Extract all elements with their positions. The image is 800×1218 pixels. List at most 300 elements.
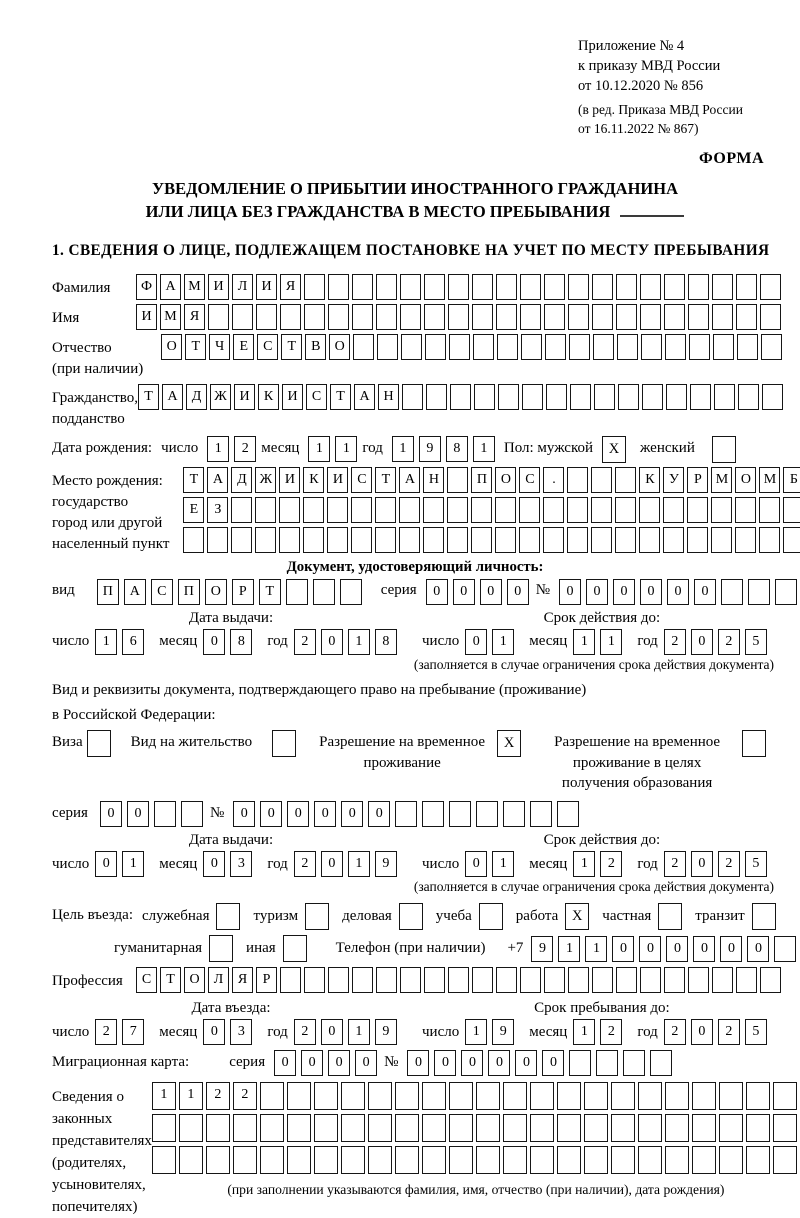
purpose-private-checkbox[interactable]: [658, 903, 682, 930]
char-cell[interactable]: 0: [666, 936, 688, 962]
char-cell[interactable]: [616, 274, 637, 300]
char-cell[interactable]: [152, 1114, 176, 1142]
char-cell[interactable]: Б: [783, 467, 800, 493]
char-cell[interactable]: [255, 497, 276, 523]
char-cell[interactable]: 0: [515, 1050, 537, 1076]
char-cell[interactable]: [313, 579, 335, 605]
char-cell[interactable]: [774, 936, 796, 962]
char-cell[interactable]: [663, 527, 684, 553]
sex-male-checkbox[interactable]: X: [602, 436, 626, 463]
char-cell[interactable]: [256, 304, 277, 330]
char-cell[interactable]: Т: [185, 334, 206, 360]
char-cell[interactable]: 0: [691, 629, 713, 655]
char-cell[interactable]: [735, 497, 756, 523]
char-cell[interactable]: [179, 1114, 203, 1142]
char-cell[interactable]: М: [184, 274, 205, 300]
char-cell[interactable]: [762, 384, 783, 410]
char-cell[interactable]: [476, 1114, 500, 1142]
char-cell[interactable]: 0: [691, 1019, 713, 1045]
char-cell[interactable]: [207, 527, 228, 553]
char-cell[interactable]: И: [136, 304, 157, 330]
char-cell[interactable]: А: [160, 274, 181, 300]
char-cell[interactable]: 9: [531, 936, 553, 962]
char-cell[interactable]: [303, 497, 324, 523]
char-cell[interactable]: У: [663, 467, 684, 493]
char-cell[interactable]: 1: [335, 436, 357, 462]
char-cell[interactable]: 8: [375, 629, 397, 655]
char-cell[interactable]: [616, 304, 637, 330]
char-cell[interactable]: Т: [330, 384, 351, 410]
char-cell[interactable]: [352, 274, 373, 300]
char-cell[interactable]: [503, 801, 525, 827]
char-cell[interactable]: [711, 497, 732, 523]
char-cell[interactable]: [688, 967, 709, 993]
char-cell[interactable]: 1: [152, 1082, 176, 1110]
char-cell[interactable]: А: [162, 384, 183, 410]
char-cell[interactable]: С: [519, 467, 540, 493]
purpose-official-checkbox[interactable]: [216, 903, 240, 930]
char-cell[interactable]: [569, 1050, 591, 1076]
char-cell[interactable]: [567, 467, 588, 493]
char-cell[interactable]: 5: [745, 851, 767, 877]
char-cell[interactable]: 0: [488, 1050, 510, 1076]
char-cell[interactable]: [426, 384, 447, 410]
char-cell[interactable]: [545, 334, 566, 360]
char-cell[interactable]: [449, 1114, 473, 1142]
char-cell[interactable]: [287, 1114, 311, 1142]
char-cell[interactable]: [664, 274, 685, 300]
char-cell[interactable]: [233, 1114, 257, 1142]
char-cell[interactable]: [352, 967, 373, 993]
char-cell[interactable]: Т: [138, 384, 159, 410]
char-cell[interactable]: [353, 334, 374, 360]
char-cell[interactable]: 1: [573, 629, 595, 655]
char-cell[interactable]: [712, 967, 733, 993]
char-cell[interactable]: 1: [348, 629, 370, 655]
char-cell[interactable]: 0: [321, 1019, 343, 1045]
char-cell[interactable]: 9: [419, 436, 441, 462]
char-cell[interactable]: Я: [280, 274, 301, 300]
char-cell[interactable]: [638, 1114, 662, 1142]
char-cell[interactable]: [314, 1146, 338, 1174]
char-cell[interactable]: Я: [184, 304, 205, 330]
char-cell[interactable]: 0: [640, 579, 662, 605]
char-cell[interactable]: 0: [747, 936, 769, 962]
char-cell[interactable]: Е: [233, 334, 254, 360]
purpose-transit-checkbox[interactable]: [752, 903, 776, 930]
char-cell[interactable]: 2: [718, 851, 740, 877]
char-cell[interactable]: [688, 274, 709, 300]
char-cell[interactable]: [543, 497, 564, 523]
char-cell[interactable]: [208, 304, 229, 330]
char-cell[interactable]: [519, 497, 540, 523]
char-cell[interactable]: С: [306, 384, 327, 410]
char-cell[interactable]: [474, 384, 495, 410]
char-cell[interactable]: [495, 527, 516, 553]
char-cell[interactable]: [448, 274, 469, 300]
char-cell[interactable]: [640, 304, 661, 330]
char-cell[interactable]: 6: [122, 629, 144, 655]
char-cell[interactable]: 0: [368, 801, 390, 827]
char-cell[interactable]: 0: [321, 851, 343, 877]
char-cell[interactable]: [593, 334, 614, 360]
char-cell[interactable]: [665, 1114, 689, 1142]
char-cell[interactable]: 0: [465, 629, 487, 655]
char-cell[interactable]: 1: [600, 629, 622, 655]
char-cell[interactable]: [423, 497, 444, 523]
char-cell[interactable]: 0: [321, 629, 343, 655]
char-cell[interactable]: [738, 384, 759, 410]
char-cell[interactable]: [286, 579, 308, 605]
temp-residence-checkbox[interactable]: X: [497, 730, 521, 757]
char-cell[interactable]: [496, 967, 517, 993]
char-cell[interactable]: 0: [613, 579, 635, 605]
char-cell[interactable]: 2: [600, 1019, 622, 1045]
char-cell[interactable]: [557, 1114, 581, 1142]
char-cell[interactable]: [687, 527, 708, 553]
char-cell[interactable]: [689, 334, 710, 360]
char-cell[interactable]: [546, 384, 567, 410]
char-cell[interactable]: [471, 497, 492, 523]
char-cell[interactable]: 2: [664, 629, 686, 655]
char-cell[interactable]: 0: [328, 1050, 350, 1076]
char-cell[interactable]: [615, 497, 636, 523]
char-cell[interactable]: [617, 334, 638, 360]
char-cell[interactable]: [623, 1050, 645, 1076]
char-cell[interactable]: [692, 1082, 716, 1110]
char-cell[interactable]: 2: [206, 1082, 230, 1110]
char-cell[interactable]: [773, 1082, 797, 1110]
char-cell[interactable]: [567, 527, 588, 553]
char-cell[interactable]: [447, 467, 468, 493]
char-cell[interactable]: [255, 527, 276, 553]
char-cell[interactable]: 2: [234, 436, 256, 462]
char-cell[interactable]: [368, 1146, 392, 1174]
char-cell[interactable]: [399, 497, 420, 523]
char-cell[interactable]: [759, 527, 780, 553]
char-cell[interactable]: 0: [314, 801, 336, 827]
char-cell[interactable]: [773, 1114, 797, 1142]
char-cell[interactable]: 0: [465, 851, 487, 877]
char-cell[interactable]: 0: [694, 579, 716, 605]
char-cell[interactable]: П: [97, 579, 119, 605]
char-cell[interactable]: 9: [375, 851, 397, 877]
char-cell[interactable]: [611, 1082, 635, 1110]
char-cell[interactable]: [395, 801, 417, 827]
char-cell[interactable]: С: [151, 579, 173, 605]
char-cell[interactable]: [712, 304, 733, 330]
char-cell[interactable]: [304, 274, 325, 300]
char-cell[interactable]: [368, 1114, 392, 1142]
char-cell[interactable]: [530, 1114, 554, 1142]
char-cell[interactable]: [692, 1114, 716, 1142]
char-cell[interactable]: [618, 384, 639, 410]
char-cell[interactable]: 0: [355, 1050, 377, 1076]
char-cell[interactable]: [402, 384, 423, 410]
char-cell[interactable]: 1: [122, 851, 144, 877]
char-cell[interactable]: 2: [664, 1019, 686, 1045]
char-cell[interactable]: [449, 1082, 473, 1110]
char-cell[interactable]: И: [208, 274, 229, 300]
char-cell[interactable]: Р: [232, 579, 254, 605]
char-cell[interactable]: [233, 1146, 257, 1174]
char-cell[interactable]: С: [136, 967, 157, 993]
char-cell[interactable]: [280, 304, 301, 330]
char-cell[interactable]: [520, 304, 541, 330]
char-cell[interactable]: [594, 384, 615, 410]
char-cell[interactable]: [328, 304, 349, 330]
char-cell[interactable]: И: [327, 467, 348, 493]
char-cell[interactable]: Ф: [136, 274, 157, 300]
char-cell[interactable]: [760, 274, 781, 300]
char-cell[interactable]: [422, 1114, 446, 1142]
char-cell[interactable]: [377, 334, 398, 360]
char-cell[interactable]: [638, 1082, 662, 1110]
char-cell[interactable]: [341, 1082, 365, 1110]
char-cell[interactable]: 0: [426, 579, 448, 605]
char-cell[interactable]: [476, 1146, 500, 1174]
char-cell[interactable]: [665, 1082, 689, 1110]
char-cell[interactable]: П: [178, 579, 200, 605]
char-cell[interactable]: [719, 1082, 743, 1110]
char-cell[interactable]: [736, 274, 757, 300]
char-cell[interactable]: [279, 527, 300, 553]
char-cell[interactable]: 1: [95, 629, 117, 655]
char-cell[interactable]: Р: [256, 967, 277, 993]
char-cell[interactable]: 1: [558, 936, 580, 962]
char-cell[interactable]: [422, 1082, 446, 1110]
char-cell[interactable]: [447, 497, 468, 523]
char-cell[interactable]: 1: [348, 851, 370, 877]
char-cell[interactable]: [472, 304, 493, 330]
char-cell[interactable]: [368, 1082, 392, 1110]
char-cell[interactable]: 2: [95, 1019, 117, 1045]
char-cell[interactable]: 1: [308, 436, 330, 462]
purpose-tourism-checkbox[interactable]: [305, 903, 329, 930]
char-cell[interactable]: 1: [585, 936, 607, 962]
char-cell[interactable]: [152, 1146, 176, 1174]
char-cell[interactable]: [665, 1146, 689, 1174]
char-cell[interactable]: [400, 967, 421, 993]
char-cell[interactable]: 0: [691, 851, 713, 877]
char-cell[interactable]: [395, 1146, 419, 1174]
char-cell[interactable]: Д: [186, 384, 207, 410]
char-cell[interactable]: 0: [203, 629, 225, 655]
char-cell[interactable]: А: [399, 467, 420, 493]
char-cell[interactable]: [748, 579, 770, 605]
char-cell[interactable]: 1: [207, 436, 229, 462]
purpose-humanitarian-checkbox[interactable]: [209, 935, 233, 962]
char-cell[interactable]: З: [207, 497, 228, 523]
char-cell[interactable]: [179, 1146, 203, 1174]
char-cell[interactable]: [664, 967, 685, 993]
char-cell[interactable]: [341, 1114, 365, 1142]
char-cell[interactable]: 1: [179, 1082, 203, 1110]
char-cell[interactable]: 1: [465, 1019, 487, 1045]
char-cell[interactable]: [642, 384, 663, 410]
char-cell[interactable]: [737, 334, 758, 360]
char-cell[interactable]: И: [279, 467, 300, 493]
char-cell[interactable]: [496, 274, 517, 300]
char-cell[interactable]: Т: [259, 579, 281, 605]
char-cell[interactable]: [711, 527, 732, 553]
char-cell[interactable]: [376, 967, 397, 993]
char-cell[interactable]: [639, 497, 660, 523]
char-cell[interactable]: Т: [375, 467, 396, 493]
char-cell[interactable]: [568, 304, 589, 330]
char-cell[interactable]: [783, 527, 800, 553]
char-cell[interactable]: 2: [233, 1082, 257, 1110]
char-cell[interactable]: [351, 527, 372, 553]
char-cell[interactable]: [448, 304, 469, 330]
char-cell[interactable]: В: [305, 334, 326, 360]
char-cell[interactable]: [775, 579, 797, 605]
char-cell[interactable]: [476, 801, 498, 827]
char-cell[interactable]: [496, 304, 517, 330]
char-cell[interactable]: 0: [100, 801, 122, 827]
char-cell[interactable]: [760, 304, 781, 330]
char-cell[interactable]: А: [207, 467, 228, 493]
char-cell[interactable]: С: [257, 334, 278, 360]
char-cell[interactable]: К: [258, 384, 279, 410]
char-cell[interactable]: [314, 1082, 338, 1110]
char-cell[interactable]: [375, 527, 396, 553]
char-cell[interactable]: 0: [203, 1019, 225, 1045]
char-cell[interactable]: [521, 334, 542, 360]
char-cell[interactable]: 0: [542, 1050, 564, 1076]
char-cell[interactable]: [260, 1082, 284, 1110]
char-cell[interactable]: [206, 1146, 230, 1174]
char-cell[interactable]: [425, 334, 446, 360]
char-cell[interactable]: [498, 384, 519, 410]
char-cell[interactable]: [231, 497, 252, 523]
purpose-work-checkbox[interactable]: X: [565, 903, 589, 930]
char-cell[interactable]: 3: [230, 1019, 252, 1045]
char-cell[interactable]: К: [303, 467, 324, 493]
char-cell[interactable]: М: [711, 467, 732, 493]
temp-residence-education-checkbox[interactable]: [742, 730, 766, 757]
char-cell[interactable]: 2: [600, 851, 622, 877]
char-cell[interactable]: [183, 527, 204, 553]
char-cell[interactable]: О: [329, 334, 350, 360]
char-cell[interactable]: И: [282, 384, 303, 410]
char-cell[interactable]: [449, 801, 471, 827]
char-cell[interactable]: [304, 304, 325, 330]
char-cell[interactable]: [422, 1146, 446, 1174]
char-cell[interactable]: [530, 1146, 554, 1174]
char-cell[interactable]: [287, 1082, 311, 1110]
char-cell[interactable]: [544, 967, 565, 993]
char-cell[interactable]: 2: [294, 1019, 316, 1045]
char-cell[interactable]: М: [759, 467, 780, 493]
char-cell[interactable]: [719, 1114, 743, 1142]
char-cell[interactable]: Ж: [210, 384, 231, 410]
char-cell[interactable]: П: [471, 467, 492, 493]
purpose-business-checkbox[interactable]: [399, 903, 423, 930]
char-cell[interactable]: 0: [95, 851, 117, 877]
char-cell[interactable]: [650, 1050, 672, 1076]
char-cell[interactable]: [570, 384, 591, 410]
char-cell[interactable]: [503, 1114, 527, 1142]
char-cell[interactable]: Т: [160, 967, 181, 993]
char-cell[interactable]: 0: [612, 936, 634, 962]
char-cell[interactable]: [497, 334, 518, 360]
char-cell[interactable]: [690, 384, 711, 410]
char-cell[interactable]: [713, 334, 734, 360]
char-cell[interactable]: [640, 967, 661, 993]
char-cell[interactable]: Р: [687, 467, 708, 493]
char-cell[interactable]: 2: [718, 1019, 740, 1045]
char-cell[interactable]: [692, 1146, 716, 1174]
char-cell[interactable]: 0: [274, 1050, 296, 1076]
char-cell[interactable]: [260, 1114, 284, 1142]
char-cell[interactable]: Ч: [209, 334, 230, 360]
char-cell[interactable]: 1: [473, 436, 495, 462]
char-cell[interactable]: 8: [230, 629, 252, 655]
char-cell[interactable]: [450, 384, 471, 410]
char-cell[interactable]: [154, 801, 176, 827]
char-cell[interactable]: Ж: [255, 467, 276, 493]
char-cell[interactable]: [279, 497, 300, 523]
char-cell[interactable]: О: [161, 334, 182, 360]
char-cell[interactable]: Е: [183, 497, 204, 523]
char-cell[interactable]: 1: [573, 1019, 595, 1045]
char-cell[interactable]: [422, 801, 444, 827]
char-cell[interactable]: 0: [287, 801, 309, 827]
char-cell[interactable]: [557, 1082, 581, 1110]
char-cell[interactable]: [503, 1082, 527, 1110]
char-cell[interactable]: [449, 1146, 473, 1174]
char-cell[interactable]: [592, 274, 613, 300]
char-cell[interactable]: [543, 527, 564, 553]
char-cell[interactable]: 3: [230, 851, 252, 877]
char-cell[interactable]: [665, 334, 686, 360]
char-cell[interactable]: [341, 1146, 365, 1174]
char-cell[interactable]: 0: [407, 1050, 429, 1076]
char-cell[interactable]: 5: [745, 1019, 767, 1045]
char-cell[interactable]: 0: [453, 579, 475, 605]
char-cell[interactable]: 1: [492, 629, 514, 655]
char-cell[interactable]: [567, 497, 588, 523]
char-cell[interactable]: [746, 1114, 770, 1142]
char-cell[interactable]: [304, 967, 325, 993]
char-cell[interactable]: 8: [446, 436, 468, 462]
char-cell[interactable]: [687, 497, 708, 523]
char-cell[interactable]: [314, 1114, 338, 1142]
char-cell[interactable]: [472, 967, 493, 993]
char-cell[interactable]: Д: [231, 467, 252, 493]
char-cell[interactable]: [503, 1146, 527, 1174]
char-cell[interactable]: [449, 334, 470, 360]
purpose-other-checkbox[interactable]: [283, 935, 307, 962]
char-cell[interactable]: М: [160, 304, 181, 330]
char-cell[interactable]: [611, 1114, 635, 1142]
char-cell[interactable]: А: [354, 384, 375, 410]
char-cell[interactable]: [181, 801, 203, 827]
char-cell[interactable]: [641, 334, 662, 360]
char-cell[interactable]: [520, 274, 541, 300]
char-cell[interactable]: [746, 1082, 770, 1110]
char-cell[interactable]: 1: [392, 436, 414, 462]
char-cell[interactable]: [424, 274, 445, 300]
char-cell[interactable]: 0: [203, 851, 225, 877]
char-cell[interactable]: [327, 497, 348, 523]
char-cell[interactable]: Н: [423, 467, 444, 493]
char-cell[interactable]: 0: [559, 579, 581, 605]
char-cell[interactable]: [280, 967, 301, 993]
char-cell[interactable]: 0: [434, 1050, 456, 1076]
char-cell[interactable]: [596, 1050, 618, 1076]
